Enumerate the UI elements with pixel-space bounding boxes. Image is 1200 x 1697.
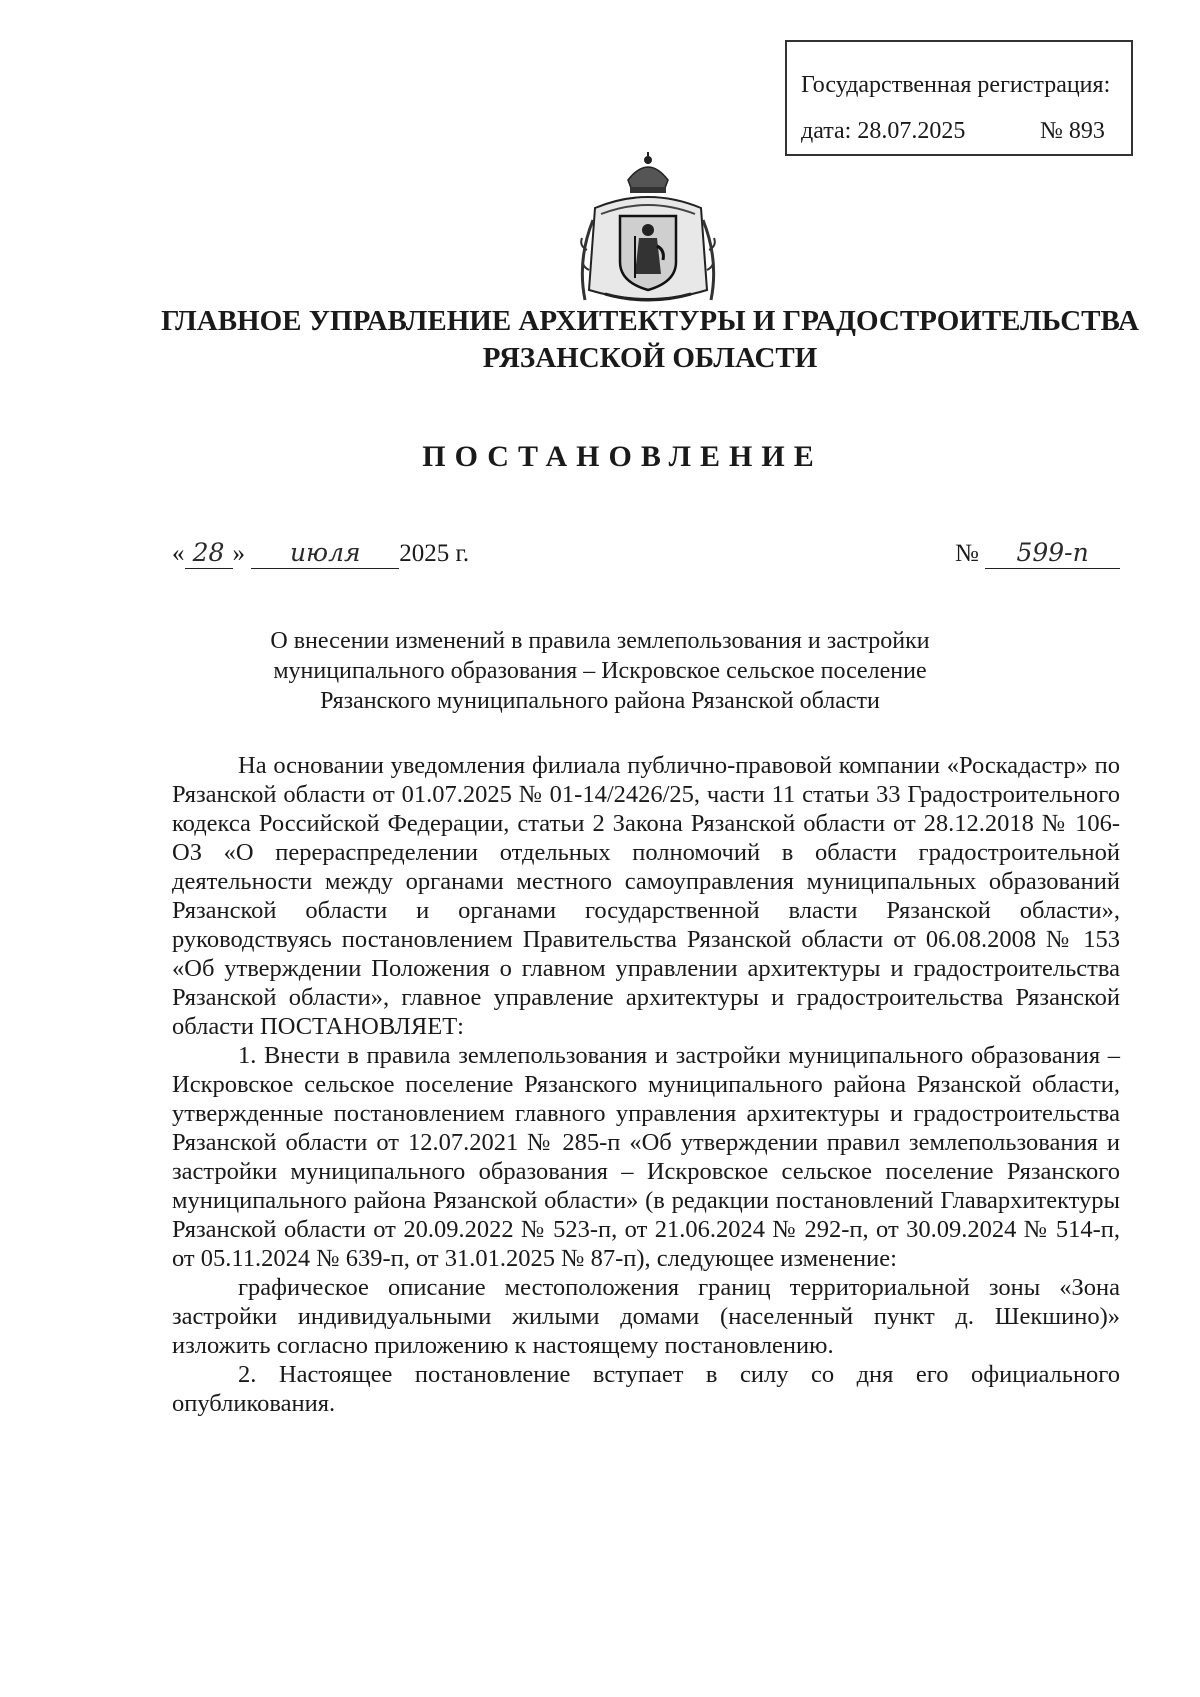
subject-line2: муниципального образования – Искровское сельское поселение	[273, 658, 927, 684]
registration-date: дата: 28.07.2025	[801, 118, 966, 144]
preamble-paragraph: На основании уведомления филиала публично-правовой компании «Роскадастр» по Рязанской области от 01.07.2025 № 01-14/2426/25, части 11 статьи 33 Градостроительного кодекса Российской Федерации, статьи 2 Закона Рязанской области от 28.12.2018 № 106-ОЗ «О перераспределении отдельных полномочий в области градостроительной деятельности между органами местного самоуправления муниципальных образований Рязанской области и органами государственной власти Рязанской области», руководствуясь постановлением Правительства Рязанской области от 06.08.2008 № 153 «Об утверждении Положения о главном управлении архитектуры и градостроительства Рязанской области», главное управление архитектуры и градостроительства Рязанской области ПОСТАНОВЛЯЕТ:	[172, 752, 1120, 1040]
subject-line1: О внесении изменений в правила землепользования и застройки	[270, 628, 930, 654]
date-open-quote: «	[172, 540, 185, 567]
document-type: ПОСТАНОВЛЕНИЕ	[422, 440, 823, 473]
organization-title-line2: РЯЗАНСКОЙ ОБЛАСТИ	[482, 342, 818, 374]
registration-stamp	[785, 40, 1133, 156]
subject-line3: Рязанского муниципального района Рязанской области	[320, 688, 880, 714]
organization-title	[120, 303, 1180, 377]
date-close-quote: »	[232, 540, 245, 567]
organization-title-line1: ГЛАВНОЕ УПРАВЛЕНИЕ АРХИТЕКТУРЫ И ГРАДОСТРОИТЕЛЬСТВА	[161, 305, 1139, 337]
date-year: 2025 г.	[399, 540, 470, 567]
document-date	[172, 538, 469, 569]
document-body	[172, 751, 1120, 1418]
item-1-paragraph: 1. Внести в правила землепользования и застройки муниципального образования – Искровское сельское поселение Рязанского муниципального района Рязанской области, утвержденные постановлением главного управления архитектуры и градостроительства Рязанской области от 12.07.2021 № 285-п «Об утверждении правил землепользования и застройки муниципального образования – Искровское сельское поселение Рязанского муниципального района Рязанской области» (в редакции постановлений Главархитектуры Рязанской области от 20.09.2022 № 523-п, от 21.06.2024 № 292-п, от 30.09.2024 № 514-п, от 05.11.2024 № 639-п, от 31.01.2025 № 87-п), следующее изменение:	[172, 1042, 1120, 1272]
number-label: №	[955, 540, 979, 567]
document-subject	[180, 626, 1020, 716]
item-1-text-paragraph: графическое описание местоположения границ территориальной зоны «Зона застройки индивидуальными жилыми домами (населенный пункт д. Шекшино)» изложить согласно приложению к настоящему постановлению.	[172, 1274, 1120, 1359]
registration-number: № 893	[1040, 118, 1105, 144]
handwritten-month: июля	[251, 538, 399, 569]
document-number	[955, 538, 1120, 569]
handwritten-day: 28	[185, 538, 233, 569]
item-2-paragraph: 2. Настоящее постановление вступает в силу со дня его официального опубликования.	[172, 1361, 1120, 1417]
handwritten-number: 599-п	[985, 538, 1120, 569]
registration-title: Государственная регистрация:	[801, 72, 1111, 98]
coat-of-arms-icon	[575, 150, 721, 305]
